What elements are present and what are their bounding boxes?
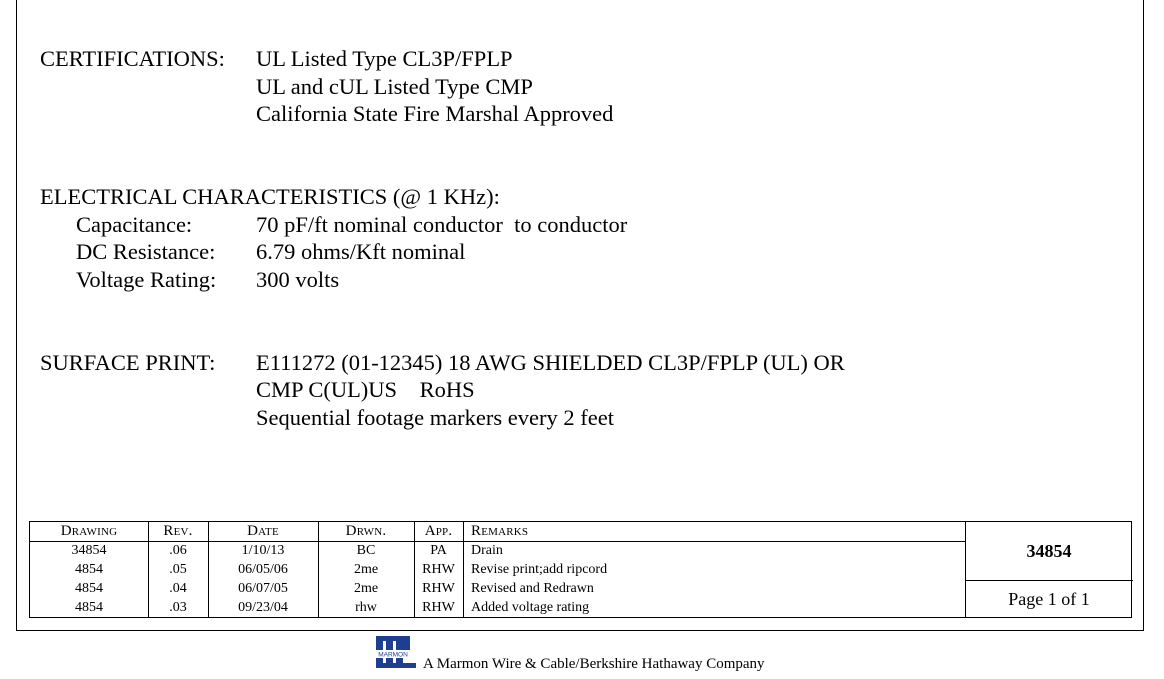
col-header-drwn: Drwn. bbox=[345, 523, 387, 539]
table-cell: RHW bbox=[422, 562, 455, 577]
surface-print-line: CMP C(UL)US RoHS bbox=[256, 377, 475, 402]
col-header-drawing: Drawing bbox=[60, 523, 118, 539]
table-cell: .05 bbox=[169, 562, 187, 577]
electrical-label: Voltage Rating: bbox=[76, 267, 217, 292]
marmon-logo bbox=[376, 636, 416, 668]
col-header-date: Date bbox=[247, 523, 279, 539]
certification-line: UL and cUL Listed Type CMP bbox=[256, 74, 533, 99]
marmon-logo-text: MARMON bbox=[378, 651, 408, 659]
electrical-value: 6.79 ohms/Kft nominal bbox=[256, 239, 466, 264]
table-cell: 4854 bbox=[75, 600, 103, 615]
table-cell: .06 bbox=[169, 543, 187, 558]
certifications-label: CERTIFICATIONS: bbox=[40, 46, 225, 71]
table-cell: 2me bbox=[353, 581, 379, 596]
col-header-rev: Rev. bbox=[163, 523, 193, 539]
drawing-number: 34854 bbox=[1026, 541, 1072, 561]
page-indicator: Page 1 of 1 bbox=[1008, 589, 1090, 609]
table-cell: 2me bbox=[353, 562, 379, 577]
table-cell: 34854 bbox=[71, 543, 107, 558]
surface-print-line: E111272 (01-12345) 18 AWG SHIELDED CL3P/FPLP (UL) OR bbox=[256, 350, 845, 375]
table-cell: Revise print;add ripcord bbox=[471, 562, 608, 577]
table-cell: .04 bbox=[169, 581, 187, 596]
table-cell: Drain bbox=[471, 543, 503, 558]
table-cell: RHW bbox=[422, 600, 455, 615]
table-cell: PA bbox=[430, 543, 447, 558]
certification-line: California State Fire Marshal Approved bbox=[256, 101, 614, 126]
table-cell: 06/05/06 bbox=[238, 562, 288, 577]
col-header-remarks: Remarks bbox=[471, 523, 529, 539]
table-cell: 4854 bbox=[75, 581, 103, 596]
electrical-label: Capacitance: bbox=[76, 212, 193, 237]
electrical-value: 70 pF/ft nominal conductor to conductor bbox=[256, 212, 628, 237]
surface-print-line: Sequential footage markers every 2 feet bbox=[256, 405, 614, 430]
surface-print-label: SURFACE PRINT: bbox=[40, 350, 216, 375]
table-cell: 4854 bbox=[75, 562, 103, 577]
col-header-app: App. bbox=[424, 523, 453, 539]
certification-line: UL Listed Type CL3P/FPLP bbox=[256, 46, 513, 71]
table-cell: Revised and Redrawn bbox=[471, 581, 594, 596]
electrical-heading: ELECTRICAL CHARACTERISTICS (@ 1 KHz): bbox=[40, 184, 500, 209]
electrical-label: DC Resistance: bbox=[76, 239, 216, 264]
company-tagline: A Marmon Wire & Cable/Berkshire Hathaway Company bbox=[423, 656, 765, 672]
electrical-value: 300 volts bbox=[256, 267, 340, 292]
table-cell: .03 bbox=[169, 600, 187, 615]
table-cell: BC bbox=[356, 543, 376, 558]
table-cell: rhw bbox=[355, 600, 377, 615]
table-cell: 1/10/13 bbox=[241, 543, 285, 558]
table-cell: 06/07/05 bbox=[238, 581, 288, 596]
table-cell: Added voltage rating bbox=[471, 600, 590, 615]
table-cell: RHW bbox=[422, 581, 455, 596]
table-cell: 09/23/04 bbox=[238, 600, 288, 615]
revision-table bbox=[29, 521, 1132, 618]
